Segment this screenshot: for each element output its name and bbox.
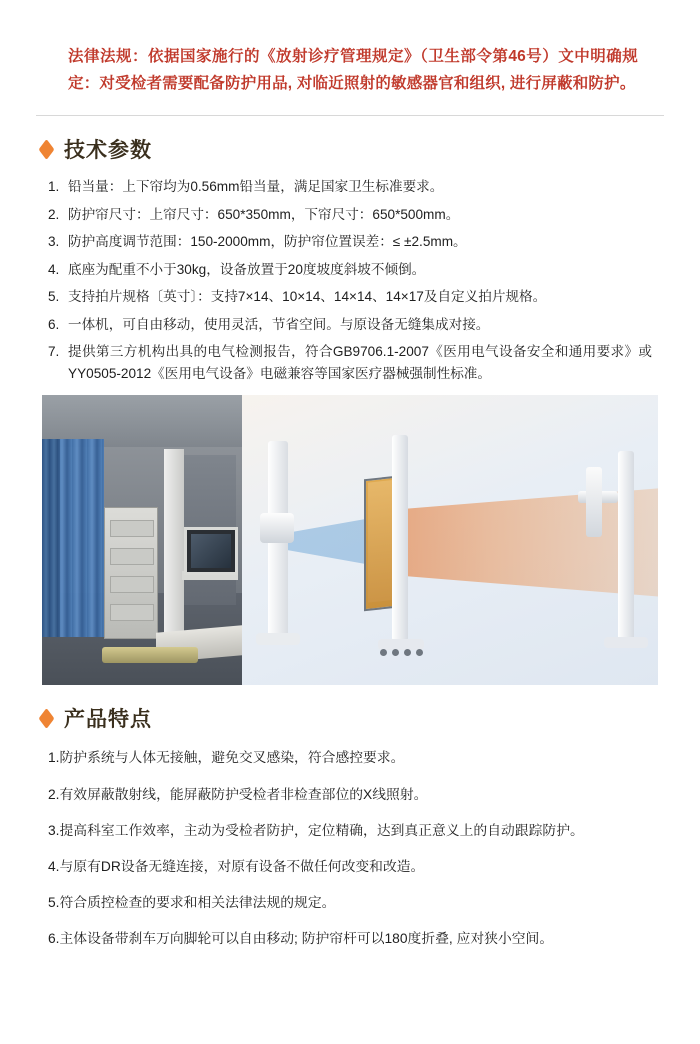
- section-heading-product-features: [40, 703, 666, 733]
- photo-base-plate: [102, 647, 198, 663]
- diagram-right-post: [618, 451, 634, 641]
- photo-cabinet-shelf: [110, 604, 154, 621]
- list-item: 5.符合质控检查的要求和相关法律法规的规定。: [48, 894, 336, 910]
- document-page: [0, 44, 700, 1044]
- photo-cabinet: [104, 507, 158, 639]
- diagram-collimated-beam: [282, 517, 374, 565]
- list-item-number: 3.: [48, 234, 60, 250]
- list-item: [48, 176, 652, 198]
- equipment-photo: [42, 395, 242, 685]
- list-item-text: 防护高度调节范围：150-2000mm，防护帘位置误差：≤ ±2.5mm。: [68, 234, 467, 250]
- list-item: [48, 259, 652, 281]
- photo-column: [164, 449, 184, 639]
- castor-icon: [416, 649, 423, 656]
- list-item-text: 铅当量：上下帘均为0.56mm铅当量，满足国家卫生标准要求。: [68, 179, 444, 195]
- list-item-text: 防护帘尺寸：上帘尺寸：650*350mm，下帘尺寸：650*500mm。: [68, 206, 460, 222]
- list-item: [48, 231, 652, 253]
- castor-icon: [380, 649, 387, 656]
- list-item-number: 6.: [48, 316, 60, 332]
- legal-notice: 法律法规：依据国家施行的《放射诊疗管理规定》（卫生部令第46号）文中明确规定：对受检者需要配备防护用品, 对临近照射的敏感器官和组织, 进行屏蔽和防护。: [68, 48, 638, 92]
- photo-blue-curtain-edge: [42, 439, 60, 637]
- list-item: 6.主体设备带刹车万向脚轮可以自由移动; 防护帘杆可以180度折叠, 应对狭小空间。: [48, 930, 554, 946]
- list-item-number: 5.: [48, 289, 60, 305]
- list-item-text: 底座为配重不小于30kg，设备放置于20度坡度斜坡不倾倒。: [68, 261, 426, 277]
- tech-params-list: [34, 176, 666, 385]
- diamond-bullet-icon: [39, 708, 55, 729]
- list-item: 3.提高科室工作效率，主动为受检者防护，定位精确，达到真正意义上的自动跟踪防护。: [48, 822, 584, 838]
- list-item: 1.防护系统与人体无接触，避免交叉感染，符合感控要求。: [48, 750, 405, 766]
- diagram-castors: [380, 649, 424, 656]
- diagram-detector: [586, 467, 602, 537]
- divider-rule: [36, 115, 664, 116]
- product-features-list: [34, 747, 666, 949]
- photo-cabinet-shelf: [110, 520, 154, 537]
- photo-cabinet-shelf: [110, 548, 154, 565]
- list-item: [48, 341, 652, 385]
- figure-row: [42, 395, 658, 685]
- list-item: 4.与原有DR设备无缝连接，对原有设备不做任何改变和改造。: [48, 858, 425, 874]
- list-item-number: 1.: [48, 179, 60, 195]
- list-item-text: 一体机，可自由移动，使用灵活，节省空间。与原设备无缝集成对接。: [68, 316, 490, 332]
- protection-diagram: [242, 395, 658, 685]
- photo-monitor: [184, 527, 238, 575]
- list-item-text: 提供第三方机构出具的电气检测报告，符合GB9706.1-2007《医用电气设备安全和通用要求》或YY0505-2012《医用电气设备》电磁兼容等国家医疗器械强制性标准。: [68, 344, 652, 382]
- list-item: 2.有效屏蔽散射线，能屏蔽防护受检者非检查部位的X线照射。: [48, 786, 428, 802]
- diagram-tube-head: [260, 513, 294, 543]
- diagram-left-post-base: [256, 633, 300, 645]
- list-item: [48, 286, 652, 308]
- list-item-number: 7.: [48, 344, 60, 360]
- castor-icon: [392, 649, 399, 656]
- photo-cabinet-shelf: [110, 576, 154, 593]
- section-title: 产品特点: [64, 708, 152, 732]
- list-item: [48, 314, 652, 336]
- castor-icon: [404, 649, 411, 656]
- list-item: [48, 204, 652, 226]
- list-item-text: 支持拍片规格〔英寸〕：支持7×14、10×14、14×14、14×17及自定义拍片规格。: [68, 289, 547, 305]
- diagram-center-post: [392, 435, 408, 641]
- photo-monitor-screen: [191, 534, 231, 568]
- diagram-right-post-base: [604, 637, 648, 648]
- diagram-scatter-beam: [370, 487, 658, 597]
- section-heading-tech-params: [40, 134, 666, 164]
- list-item-number: 4.: [48, 261, 60, 277]
- section-title: 技术参数: [64, 139, 152, 163]
- list-item-number: 2.: [48, 206, 60, 222]
- diamond-bullet-icon: [39, 139, 55, 160]
